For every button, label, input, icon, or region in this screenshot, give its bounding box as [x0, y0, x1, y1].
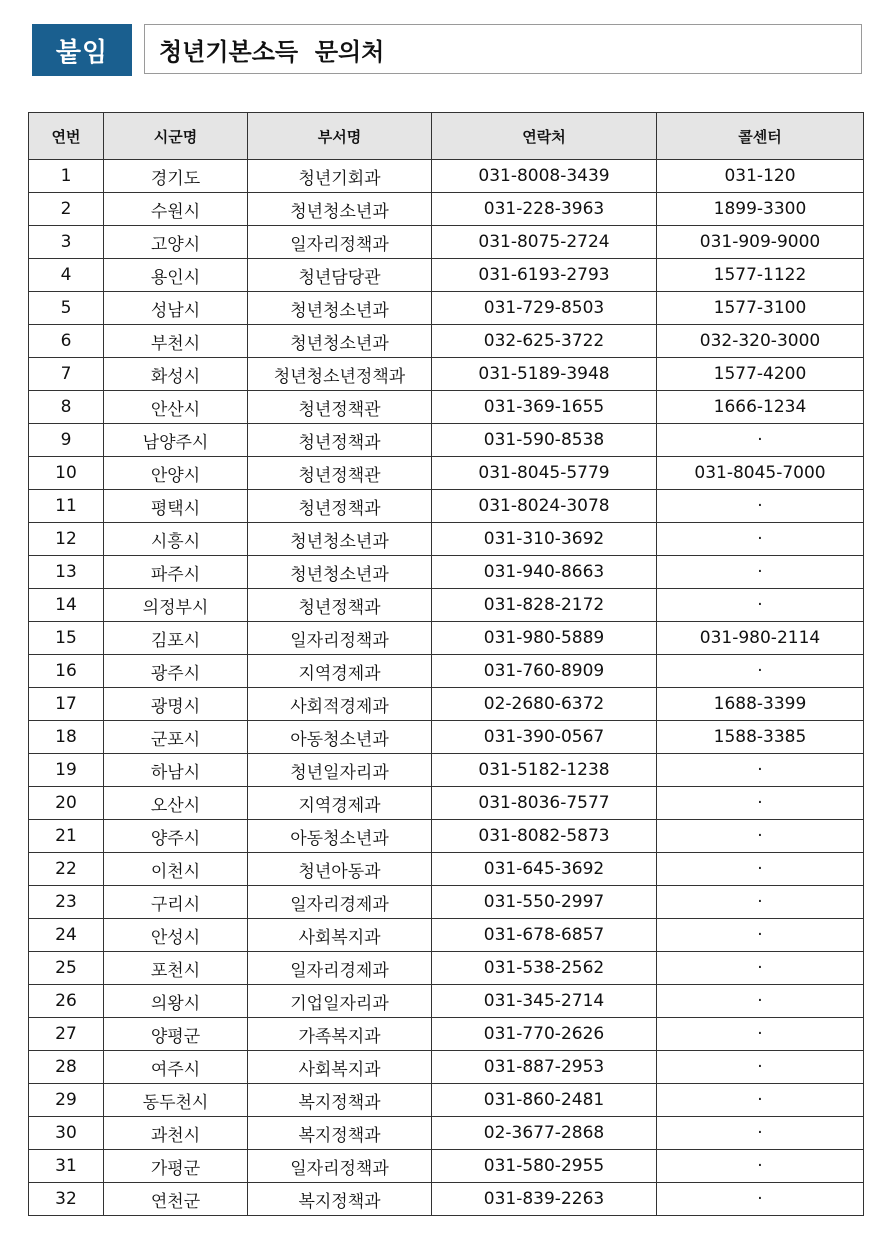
table-row — [29, 787, 864, 820]
cell-department: 복지정책과 — [248, 1183, 432, 1216]
table-row — [29, 556, 864, 589]
cell-department: 청년정책과 — [248, 589, 432, 622]
cell-number: 14 — [29, 589, 104, 622]
cell-department: 사회적경제과 — [248, 688, 432, 721]
cell-phone: 031-8008-3439 — [432, 160, 657, 193]
cell-call-center: · — [657, 1183, 864, 1216]
cell-department: 복지정책과 — [248, 1084, 432, 1117]
cell-city: 파주시 — [104, 556, 248, 589]
cell-department: 지역경제과 — [248, 787, 432, 820]
cell-phone: 031-538-2562 — [432, 952, 657, 985]
cell-phone: 031-228-3963 — [432, 193, 657, 226]
cell-phone: 02-2680-6372 — [432, 688, 657, 721]
table-row — [29, 1117, 864, 1150]
table-row — [29, 259, 864, 292]
cell-number: 25 — [29, 952, 104, 985]
cell-call-center: 1577-3100 — [657, 292, 864, 325]
cell-city: 의정부시 — [104, 589, 248, 622]
cell-phone: 031-5182-1238 — [432, 754, 657, 787]
cell-call-center: · — [657, 556, 864, 589]
cell-call-center: · — [657, 1051, 864, 1084]
table-row — [29, 985, 864, 1018]
cell-department: 가족복지과 — [248, 1018, 432, 1051]
cell-number: 31 — [29, 1150, 104, 1183]
attachment-badge: 붙임 — [32, 24, 132, 76]
cell-call-center: 1577-4200 — [657, 358, 864, 391]
cell-city: 광주시 — [104, 655, 248, 688]
cell-phone: 032-625-3722 — [432, 325, 657, 358]
cell-department: 지역경제과 — [248, 655, 432, 688]
cell-city: 과천시 — [104, 1117, 248, 1150]
cell-department: 청년청소년과 — [248, 193, 432, 226]
cell-department: 청년정책관 — [248, 391, 432, 424]
cell-phone: 031-828-2172 — [432, 589, 657, 622]
cell-call-center: 1688-3399 — [657, 688, 864, 721]
cell-phone: 031-980-5889 — [432, 622, 657, 655]
cell-phone: 031-770-2626 — [432, 1018, 657, 1051]
cell-department: 기업일자리과 — [248, 985, 432, 1018]
cell-number: 18 — [29, 721, 104, 754]
cell-phone: 031-390-0567 — [432, 721, 657, 754]
cell-number: 1 — [29, 160, 104, 193]
cell-number: 22 — [29, 853, 104, 886]
cell-phone: 031-760-8909 — [432, 655, 657, 688]
cell-call-center: · — [657, 853, 864, 886]
cell-number: 15 — [29, 622, 104, 655]
cell-phone: 02-3677-2868 — [432, 1117, 657, 1150]
cell-phone: 031-839-2263 — [432, 1183, 657, 1216]
cell-city: 화성시 — [104, 358, 248, 391]
cell-city: 남양주시 — [104, 424, 248, 457]
table-row — [29, 721, 864, 754]
table-row — [29, 226, 864, 259]
table-row — [29, 820, 864, 853]
cell-phone: 031-860-2481 — [432, 1084, 657, 1117]
cell-call-center: 1666-1234 — [657, 391, 864, 424]
cell-number: 5 — [29, 292, 104, 325]
cell-call-center: · — [657, 952, 864, 985]
cell-city: 연천군 — [104, 1183, 248, 1216]
cell-call-center: 1577-1122 — [657, 259, 864, 292]
cell-call-center: 031-120 — [657, 160, 864, 193]
cell-number: 26 — [29, 985, 104, 1018]
cell-department: 청년아동과 — [248, 853, 432, 886]
cell-city: 성남시 — [104, 292, 248, 325]
cell-department: 일자리경제과 — [248, 952, 432, 985]
cell-phone: 031-6193-2793 — [432, 259, 657, 292]
cell-number: 29 — [29, 1084, 104, 1117]
table-row — [29, 1018, 864, 1051]
cell-phone: 031-369-1655 — [432, 391, 657, 424]
cell-number: 9 — [29, 424, 104, 457]
table-row — [29, 886, 864, 919]
cell-department: 아동청소년과 — [248, 820, 432, 853]
cell-call-center: 031-8045-7000 — [657, 457, 864, 490]
cell-phone: 031-590-8538 — [432, 424, 657, 457]
cell-number: 21 — [29, 820, 104, 853]
cell-call-center: · — [657, 820, 864, 853]
cell-city: 군포시 — [104, 721, 248, 754]
cell-phone: 031-580-2955 — [432, 1150, 657, 1183]
table-row — [29, 1183, 864, 1216]
cell-call-center: 031-909-9000 — [657, 226, 864, 259]
cell-call-center: · — [657, 1150, 864, 1183]
cell-department: 청년청소년과 — [248, 292, 432, 325]
cell-phone: 031-940-8663 — [432, 556, 657, 589]
cell-number: 12 — [29, 523, 104, 556]
table-row — [29, 1084, 864, 1117]
cell-city: 평택시 — [104, 490, 248, 523]
cell-call-center: · — [657, 1018, 864, 1051]
table-row — [29, 325, 864, 358]
cell-number: 13 — [29, 556, 104, 589]
table-row — [29, 655, 864, 688]
cell-number: 11 — [29, 490, 104, 523]
cell-phone: 031-345-2714 — [432, 985, 657, 1018]
document-header — [32, 24, 862, 76]
cell-city: 오산시 — [104, 787, 248, 820]
cell-city: 안양시 — [104, 457, 248, 490]
cell-number: 32 — [29, 1183, 104, 1216]
table-row — [29, 1051, 864, 1084]
cell-department: 청년청소년정책과 — [248, 358, 432, 391]
cell-call-center: · — [657, 655, 864, 688]
cell-number: 30 — [29, 1117, 104, 1150]
cell-number: 20 — [29, 787, 104, 820]
cell-number: 3 — [29, 226, 104, 259]
cell-call-center: · — [657, 919, 864, 952]
cell-city: 경기도 — [104, 160, 248, 193]
table-header-row — [29, 113, 864, 160]
cell-phone: 031-8036-7577 — [432, 787, 657, 820]
cell-department: 사회복지과 — [248, 1051, 432, 1084]
cell-department: 일자리정책과 — [248, 1150, 432, 1183]
cell-number: 19 — [29, 754, 104, 787]
cell-city: 양주시 — [104, 820, 248, 853]
cell-city: 부천시 — [104, 325, 248, 358]
cell-number: 2 — [29, 193, 104, 226]
table-row — [29, 292, 864, 325]
cell-number: 8 — [29, 391, 104, 424]
cell-department: 청년청소년과 — [248, 325, 432, 358]
cell-phone: 031-8045-5779 — [432, 457, 657, 490]
cell-call-center: · — [657, 886, 864, 919]
cell-city: 하남시 — [104, 754, 248, 787]
table-row — [29, 688, 864, 721]
cell-department: 청년청소년과 — [248, 556, 432, 589]
cell-call-center: · — [657, 1084, 864, 1117]
cell-phone: 031-8024-3078 — [432, 490, 657, 523]
cell-number: 24 — [29, 919, 104, 952]
cell-city: 가평군 — [104, 1150, 248, 1183]
table-row — [29, 853, 864, 886]
cell-call-center: · — [657, 787, 864, 820]
cell-phone: 031-678-6857 — [432, 919, 657, 952]
cell-number: 28 — [29, 1051, 104, 1084]
cell-number: 10 — [29, 457, 104, 490]
cell-phone: 031-5189-3948 — [432, 358, 657, 391]
cell-call-center: · — [657, 523, 864, 556]
cell-department: 청년일자리과 — [248, 754, 432, 787]
table-row — [29, 490, 864, 523]
cell-department: 복지정책과 — [248, 1117, 432, 1150]
table-row — [29, 457, 864, 490]
table-row — [29, 391, 864, 424]
cell-city: 동두천시 — [104, 1084, 248, 1117]
cell-call-center: · — [657, 490, 864, 523]
cell-department: 청년정책과 — [248, 490, 432, 523]
cell-department: 청년정책관 — [248, 457, 432, 490]
cell-city: 여주시 — [104, 1051, 248, 1084]
cell-city: 시흥시 — [104, 523, 248, 556]
cell-city: 안성시 — [104, 919, 248, 952]
table-row — [29, 622, 864, 655]
cell-city: 고양시 — [104, 226, 248, 259]
cell-call-center: 1588-3385 — [657, 721, 864, 754]
table-row — [29, 919, 864, 952]
cell-call-center: · — [657, 589, 864, 622]
table-row — [29, 1150, 864, 1183]
cell-call-center: 031-980-2114 — [657, 622, 864, 655]
cell-call-center: · — [657, 985, 864, 1018]
cell-department: 일자리경제과 — [248, 886, 432, 919]
cell-number: 4 — [29, 259, 104, 292]
cell-city: 이천시 — [104, 853, 248, 886]
table-row — [29, 424, 864, 457]
column-header-city: 시군명 — [104, 113, 248, 160]
cell-call-center: · — [657, 424, 864, 457]
column-header-phone: 연락처 — [432, 113, 657, 160]
cell-department: 아동청소년과 — [248, 721, 432, 754]
cell-city: 구리시 — [104, 886, 248, 919]
cell-city: 용인시 — [104, 259, 248, 292]
cell-city: 안산시 — [104, 391, 248, 424]
cell-department: 일자리정책과 — [248, 622, 432, 655]
table-row — [29, 589, 864, 622]
contact-table — [28, 112, 864, 1216]
cell-department: 일자리정책과 — [248, 226, 432, 259]
cell-call-center: · — [657, 1117, 864, 1150]
cell-phone: 031-887-2953 — [432, 1051, 657, 1084]
cell-city: 김포시 — [104, 622, 248, 655]
table-row — [29, 358, 864, 391]
cell-city: 광명시 — [104, 688, 248, 721]
table-row — [29, 160, 864, 193]
cell-number: 27 — [29, 1018, 104, 1051]
cell-number: 17 — [29, 688, 104, 721]
cell-city: 수원시 — [104, 193, 248, 226]
cell-number: 7 — [29, 358, 104, 391]
cell-phone: 031-8075-2724 — [432, 226, 657, 259]
cell-department: 청년정책과 — [248, 424, 432, 457]
cell-number: 16 — [29, 655, 104, 688]
table-row — [29, 952, 864, 985]
table-row — [29, 193, 864, 226]
table-row — [29, 523, 864, 556]
cell-phone: 031-8082-5873 — [432, 820, 657, 853]
table-body — [29, 160, 864, 1216]
cell-phone: 031-310-3692 — [432, 523, 657, 556]
cell-city: 양평군 — [104, 1018, 248, 1051]
cell-department: 청년기회과 — [248, 160, 432, 193]
cell-call-center: 1899-3300 — [657, 193, 864, 226]
column-header-number: 연번 — [29, 113, 104, 160]
cell-department: 청년청소년과 — [248, 523, 432, 556]
cell-city: 포천시 — [104, 952, 248, 985]
cell-number: 6 — [29, 325, 104, 358]
column-header-department: 부서명 — [248, 113, 432, 160]
page-title: 청년기본소득 문의처 — [144, 24, 862, 74]
column-header-call-center: 콜센터 — [657, 113, 864, 160]
cell-phone: 031-729-8503 — [432, 292, 657, 325]
table-row — [29, 754, 864, 787]
cell-phone: 031-550-2997 — [432, 886, 657, 919]
cell-phone: 031-645-3692 — [432, 853, 657, 886]
cell-call-center: · — [657, 754, 864, 787]
cell-city: 의왕시 — [104, 985, 248, 1018]
cell-call-center: 032-320-3000 — [657, 325, 864, 358]
cell-department: 청년담당관 — [248, 259, 432, 292]
cell-department: 사회복지과 — [248, 919, 432, 952]
cell-number: 23 — [29, 886, 104, 919]
